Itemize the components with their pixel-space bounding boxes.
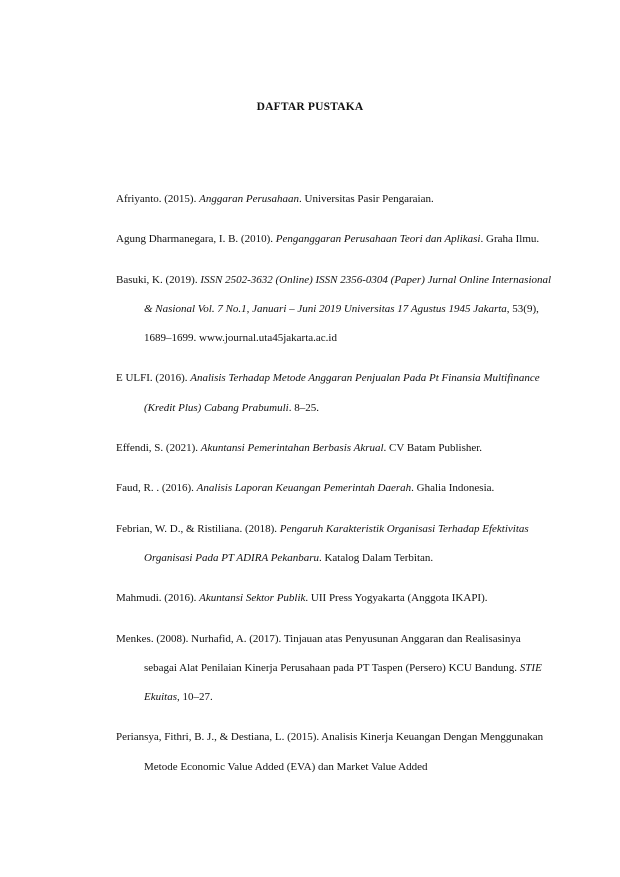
reference-publisher: . Ghalia Indonesia. <box>411 482 495 495</box>
reference-publisher: . UII Press Yogyakarta (Anggota IKAPI). <box>305 592 488 605</box>
reference-title: ISSN 2502-3632 (Online) ISSN 2356-0304 (Paper) Jurnal Online Internasional & Nasional Vol. 7 No.1, Januari – Juni 2019 Universitas 17 Agustus 1945 Jakarta <box>144 273 552 315</box>
reference-authors: Agung Dharmanegara, I. B. (2010). <box>116 233 276 246</box>
reference-publisher: . Graha Ilmu. <box>480 233 540 246</box>
reference-authors: Afriyanto. (2015). <box>116 193 200 205</box>
reference-publisher: , 10–27. <box>177 691 213 704</box>
reference-authors: Mahmudi. (2016). <box>116 592 200 605</box>
reference-publisher: . Katalog Dalam Terbitan. <box>318 551 434 564</box>
reference-entry <box>116 584 556 613</box>
page-title: DAFTAR PUSTAKA <box>256 101 364 113</box>
reference-entry <box>116 434 556 463</box>
reference-title: Analisis Laporan Keuangan Pemerintah Daerah <box>196 482 412 495</box>
reference-entry <box>116 185 556 214</box>
reference-entry <box>116 515 556 574</box>
reference-authors: Effendi, S. (2021). <box>116 442 201 455</box>
reference-entry <box>116 225 556 254</box>
reference-entry <box>116 266 556 354</box>
reference-list <box>116 174 556 789</box>
reference-authors: Febrian, W. D., & Ristiliana. (2018). <box>116 522 280 535</box>
reference-title: Pengaruh Karakteristik Organisasi Terhadap Efektivitas Organisasi Pada PT ADIRA Pekanbaru <box>144 522 529 564</box>
reference-entry <box>116 625 556 713</box>
reference-authors: Basuki, K. (2019). <box>116 273 201 286</box>
reference-title: Akuntansi Sektor Publik <box>199 592 306 605</box>
reference-title: Analisis Terhadap Metode Anggaran Penjualan Pada Pt Finansia Multifinance (Kredit Plus) Cabang Prabumuli <box>144 372 540 414</box>
reference-title: Penganggaran Perusahaan Teori dan Aplikasi <box>275 233 481 246</box>
reference-title: STIE Ekuitas <box>144 661 542 704</box>
reference-publisher: . Universitas Pasir Pengaraian. <box>299 193 434 205</box>
reference-authors: Periansya, Fithri, B. J., & Destiana, L. (2015). Analisis Kinerja Keuangan Dengan Menggunakan Metode Economic Value Added (EVA) dan Market Value Added <box>116 731 544 773</box>
reference-entry <box>116 723 556 782</box>
reference-title: Akuntansi Pemerintahan Berbasis Akrual <box>200 442 384 455</box>
reference-title: Anggaran Perusahaan <box>199 193 300 205</box>
reference-publisher: . CV Batam Publisher. <box>383 442 483 455</box>
reference-authors: Menkes. (2008). Nurhafid, A. (2017). Tinjauan atas Penyusunan Anggaran dan Realisasinya sebagai Alat Penilaian Kinerja Perusahaan pada PT Taspen (Persero) KCU Bandung. <box>116 632 521 674</box>
reference-entry <box>116 364 556 423</box>
reference-publisher: . 8–25. <box>288 401 319 414</box>
reference-entry <box>116 474 556 503</box>
reference-authors: Faud, R. . (2016). <box>116 482 197 495</box>
reference-publisher: , 53(9), 1689–1699. www.journal.uta45jakarta.ac.id <box>144 302 539 345</box>
reference-authors: E ULFI. (2016). <box>116 372 191 385</box>
